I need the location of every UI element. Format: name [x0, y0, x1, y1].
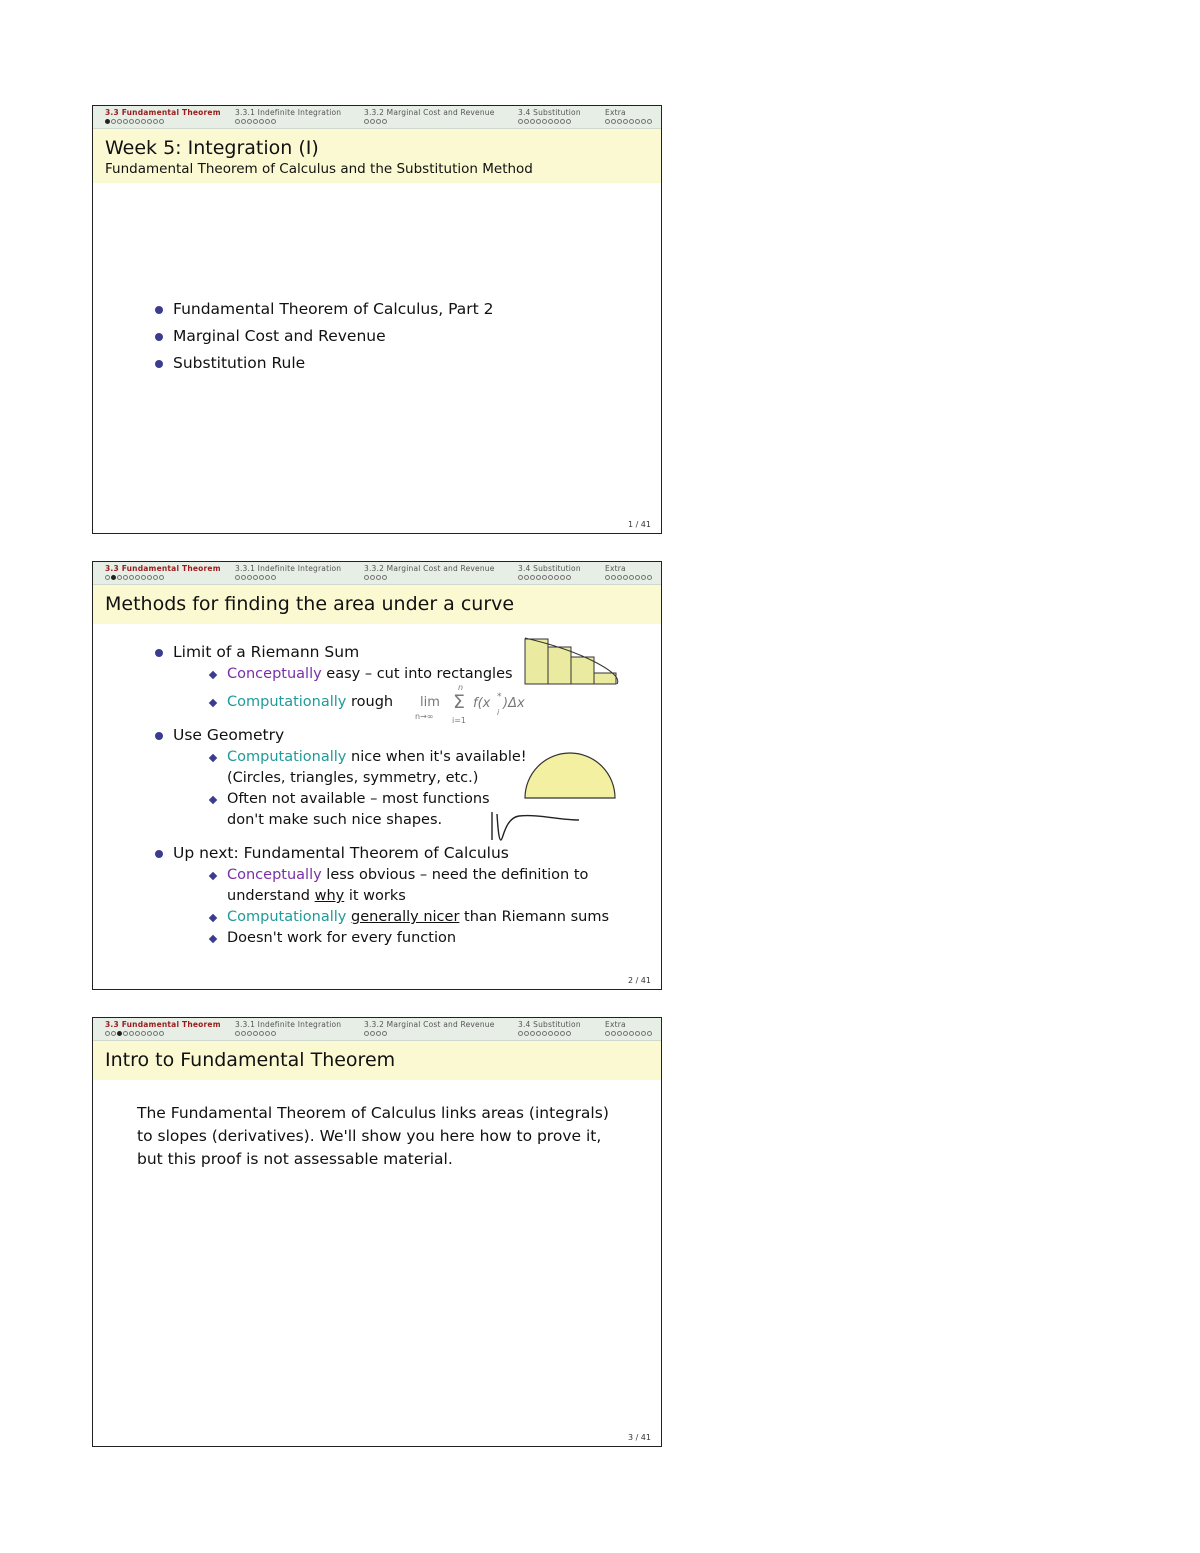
nav-section-marginal[interactable]: 3.3.2 Marginal Cost and Revenue [364, 108, 495, 117]
nav-dot[interactable] [117, 1031, 122, 1036]
underlined-generally-nicer: generally nicer [351, 909, 460, 925]
nav-section-extra[interactable]: Extra [605, 564, 626, 573]
nav-dot[interactable] [235, 1031, 240, 1036]
nav-dot[interactable] [247, 575, 252, 580]
nav-dot[interactable] [605, 1031, 610, 1036]
nav-dot[interactable] [153, 575, 158, 580]
underlined-why: why [314, 888, 345, 904]
nav-dot[interactable] [611, 1031, 616, 1036]
nav-dot[interactable] [235, 119, 240, 124]
nav-dot[interactable] [647, 1031, 652, 1036]
slide-3 [92, 1017, 662, 1447]
nav-dots-substitution [518, 1031, 571, 1037]
nav-dot[interactable] [129, 119, 134, 124]
nav-dot[interactable] [554, 575, 559, 580]
nav-dot[interactable] [265, 575, 270, 580]
nav-dot[interactable] [605, 575, 610, 580]
nav-dot[interactable] [141, 119, 146, 124]
nav-dots-fundamental [105, 1031, 164, 1037]
riemann-rect [525, 639, 548, 684]
sub-item [210, 928, 635, 949]
nav-dot[interactable] [623, 1031, 628, 1036]
intro-line: The Fundamental Theorem of Calculus links areas (integrals) [137, 1104, 609, 1122]
nav-dot[interactable] [147, 119, 152, 124]
bullet-text: Limit of a Riemann Sum [173, 643, 360, 661]
nav-dot[interactable] [111, 1031, 116, 1036]
title-bar [93, 129, 661, 183]
nav-dot[interactable] [629, 119, 634, 124]
nav-dot[interactable] [617, 1031, 622, 1036]
nav-dot[interactable] [123, 119, 128, 124]
nav-dot[interactable] [542, 1031, 547, 1036]
nav-dot[interactable] [111, 575, 116, 580]
nav-dot[interactable] [259, 1031, 264, 1036]
nav-dot[interactable] [647, 575, 652, 580]
nav-dot[interactable] [259, 575, 264, 580]
nav-dot[interactable] [105, 575, 110, 580]
nav-dot[interactable] [241, 1031, 246, 1036]
title-bar [93, 1041, 661, 1080]
intro-paragraph [137, 1102, 609, 1171]
sub-item-text: than Riemann sums [464, 909, 610, 925]
nav-section-indefinite[interactable]: 3.3.1 Indefinite Integration [235, 564, 342, 573]
nav-dots-marginal [364, 119, 387, 125]
slide-title: Intro to Fundamental Theorem [105, 1049, 396, 1071]
keyword-computationally: Computationally [227, 694, 347, 710]
nav-dot[interactable] [554, 1031, 559, 1036]
nav-section-substitution[interactable]: 3.4 Substitution [518, 564, 581, 573]
nav-section-marginal[interactable]: 3.3.2 Marginal Cost and Revenue [364, 1020, 495, 1029]
riemann-rectangles-figure [523, 636, 619, 686]
nav-dot[interactable] [548, 575, 553, 580]
nav-dot[interactable] [105, 1031, 110, 1036]
nav-dot[interactable] [241, 575, 246, 580]
sub-list [173, 865, 635, 949]
slide-title: Week 5: Integration (I) [105, 137, 319, 159]
nav-dot[interactable] [159, 119, 164, 124]
page-number: 2 / 41 [627, 976, 651, 985]
nav-dot[interactable] [647, 119, 652, 124]
formula-star: * [497, 692, 502, 702]
nav-dot[interactable] [259, 119, 264, 124]
outline-item: Substitution Rule [155, 353, 494, 373]
nav-dot[interactable] [117, 119, 122, 124]
nav-dot[interactable] [641, 1031, 646, 1036]
nav-dot[interactable] [554, 119, 559, 124]
nav-dot[interactable] [382, 119, 387, 124]
formula-lim: lim [420, 695, 440, 710]
nav-section-fundamental[interactable]: 3.3 Fundamental Theorem [105, 108, 221, 117]
nav-dot[interactable] [566, 119, 571, 124]
nav-dot[interactable] [560, 1031, 565, 1036]
nav-dot[interactable] [536, 1031, 541, 1036]
slide-1 [92, 105, 662, 534]
intro-line: to slopes (derivatives). We'll show you here how to prove it, [137, 1127, 602, 1145]
nav-dot[interactable] [518, 575, 523, 580]
nav-dot[interactable] [147, 575, 152, 580]
nav-dots-substitution [518, 119, 571, 125]
page-number: 3 / 41 [627, 1433, 651, 1442]
nav-dots-substitution [518, 575, 571, 581]
nav-dot[interactable] [123, 575, 128, 580]
nav-dot[interactable] [147, 1031, 152, 1036]
nav-dot[interactable] [635, 575, 640, 580]
nav-dot[interactable] [629, 1031, 634, 1036]
nav-dot[interactable] [635, 119, 640, 124]
nav-dot[interactable] [524, 119, 529, 124]
sub-item-text: nice when it's available! [351, 749, 527, 765]
nav-dot[interactable] [111, 119, 116, 124]
nav-dot[interactable] [241, 119, 246, 124]
bullet-text: Use Geometry [173, 726, 285, 744]
nav-dot[interactable] [364, 575, 369, 580]
nav-dot[interactable] [129, 575, 134, 580]
nav-dot[interactable] [530, 119, 535, 124]
keyword-computationally: Computationally [227, 909, 347, 925]
nav-dots-fundamental [105, 119, 164, 125]
nav-dot[interactable] [135, 119, 140, 124]
nav-dots-extra [605, 119, 652, 125]
section-nav [93, 1018, 661, 1041]
nav-dot[interactable] [530, 1031, 535, 1036]
nav-dots-extra [605, 575, 652, 581]
nav-dot[interactable] [265, 1031, 270, 1036]
nav-dot[interactable] [376, 119, 381, 124]
nav-dot[interactable] [265, 119, 270, 124]
nav-dot[interactable] [560, 575, 565, 580]
sub-item-text: rough [351, 694, 394, 710]
nav-dot[interactable] [117, 575, 122, 580]
bullet-fundamental-theorem [155, 843, 635, 949]
nav-dot[interactable] [141, 1031, 146, 1036]
nav-section-indefinite[interactable]: 3.3.1 Indefinite Integration [235, 108, 342, 117]
nav-dot[interactable] [271, 575, 276, 580]
sub-item-text: Doesn't work for every function [227, 930, 457, 946]
nav-dot[interactable] [382, 575, 387, 580]
riemann-rect [571, 657, 594, 684]
outline-item: Fundamental Theorem of Calculus, Part 2 [155, 299, 494, 319]
title-bar [93, 585, 661, 624]
nav-dots-extra [605, 1031, 652, 1037]
nav-dot[interactable] [560, 119, 565, 124]
formula-upper: n [458, 683, 464, 692]
nav-dot[interactable] [617, 119, 622, 124]
nav-dot[interactable] [617, 575, 622, 580]
sub-item-text: don't make such nice shapes. [227, 812, 443, 828]
nav-dot[interactable] [153, 1031, 158, 1036]
section-nav [93, 562, 661, 585]
outline-item: Marginal Cost and Revenue [155, 326, 494, 346]
nav-dot[interactable] [629, 575, 634, 580]
nav-dot[interactable] [382, 1031, 387, 1036]
nav-dot[interactable] [364, 119, 369, 124]
nav-dot[interactable] [135, 1031, 140, 1036]
slide-2 [92, 561, 662, 990]
nav-dot[interactable] [641, 575, 646, 580]
keyword-computationally: Computationally [227, 749, 347, 765]
nav-dot[interactable] [129, 1031, 134, 1036]
sub-item-text: easy – cut into rectangles [326, 666, 513, 682]
nav-dot[interactable] [376, 1031, 381, 1036]
nav-dot[interactable] [524, 575, 529, 580]
semicircle [525, 753, 615, 798]
section-nav [93, 106, 661, 129]
formula-lower: i=1 [452, 716, 467, 725]
nav-dot[interactable] [536, 575, 541, 580]
page-number: 1 / 41 [627, 520, 651, 529]
nav-dots-marginal [364, 1031, 387, 1037]
nav-dot[interactable] [542, 119, 547, 124]
nav-dot[interactable] [123, 1031, 128, 1036]
sub-item-text: understand [227, 888, 310, 904]
nav-dot[interactable] [159, 1031, 164, 1036]
nav-dot[interactable] [271, 119, 276, 124]
nav-dot[interactable] [536, 119, 541, 124]
nav-dot[interactable] [611, 575, 616, 580]
nav-section-substitution[interactable]: 3.4 Substitution [518, 1020, 581, 1029]
nav-dot[interactable] [364, 1031, 369, 1036]
nav-dot[interactable] [635, 1031, 640, 1036]
sub-item [210, 865, 635, 907]
slide-subtitle: Fundamental Theorem of Calculus and the Substitution Method [105, 161, 533, 177]
nav-dot[interactable] [566, 1031, 571, 1036]
nav-dot[interactable] [247, 119, 252, 124]
nav-section-extra[interactable]: Extra [605, 108, 626, 117]
formula-limit-sub: n→∞ [415, 712, 434, 721]
semicircle-figure [523, 750, 617, 800]
formula-sigma: Σ [453, 691, 466, 713]
nav-dot[interactable] [548, 1031, 553, 1036]
keyword-conceptually: Conceptually [227, 867, 322, 883]
nav-dot[interactable] [370, 1031, 375, 1036]
nav-section-fundamental[interactable]: 3.3 Fundamental Theorem [105, 1020, 221, 1029]
nav-dot[interactable] [641, 119, 646, 124]
outline-list [155, 299, 494, 373]
nav-dot[interactable] [135, 575, 140, 580]
nav-dot[interactable] [518, 1031, 523, 1036]
formula-index: i [497, 708, 500, 717]
sub-item-text: it works [348, 888, 406, 904]
nav-dot[interactable] [271, 1031, 276, 1036]
riemann-formula [415, 683, 545, 728]
nav-dot[interactable] [141, 575, 146, 580]
sub-item-text: less obvious – need the definition to [326, 867, 589, 883]
nav-dots-indefinite [235, 575, 276, 581]
nav-dot[interactable] [376, 575, 381, 580]
nav-dot[interactable] [159, 575, 164, 580]
nav-dot[interactable] [566, 575, 571, 580]
nav-dot[interactable] [524, 1031, 529, 1036]
nav-dot[interactable] [542, 575, 547, 580]
nav-dot[interactable] [105, 119, 110, 124]
nav-dot[interactable] [605, 119, 610, 124]
nav-dot[interactable] [370, 119, 375, 124]
nav-dot[interactable] [611, 119, 616, 124]
nav-dots-indefinite [235, 119, 276, 125]
nav-dot[interactable] [153, 119, 158, 124]
slide-title: Methods for finding the area under a curve [105, 593, 515, 615]
nav-section-substitution[interactable]: 3.4 Substitution [518, 108, 581, 117]
nav-dot[interactable] [518, 119, 523, 124]
nav-dot[interactable] [253, 1031, 258, 1036]
sub-item-text: Often not available – most functions [227, 791, 490, 807]
nav-dots-fundamental [105, 575, 164, 581]
sub-item-text: (Circles, triangles, symmetry, etc.) [227, 770, 479, 786]
irregular-curve-figure [489, 810, 581, 844]
nav-section-extra[interactable]: Extra [605, 1020, 626, 1029]
riemann-rect [594, 673, 616, 684]
nav-section-indefinite[interactable]: 3.3.1 Indefinite Integration [235, 1020, 342, 1029]
nav-dot[interactable] [253, 119, 258, 124]
nav-dot[interactable] [235, 575, 240, 580]
nav-dot[interactable] [623, 119, 628, 124]
nav-dot[interactable] [548, 119, 553, 124]
formula-tail: )Δx [503, 696, 525, 711]
nav-dot[interactable] [623, 575, 628, 580]
formula-body: f(x [473, 696, 491, 711]
keyword-conceptually: Conceptually [227, 666, 322, 682]
nav-dots-indefinite [235, 1031, 276, 1037]
nav-section-marginal[interactable]: 3.3.2 Marginal Cost and Revenue [364, 564, 495, 573]
nav-dot[interactable] [370, 575, 375, 580]
sub-item [210, 907, 635, 928]
nav-section-fundamental[interactable]: 3.3 Fundamental Theorem [105, 564, 221, 573]
irregular-curve [492, 812, 579, 840]
nav-dot[interactable] [253, 575, 258, 580]
riemann-rect [548, 647, 571, 684]
nav-dots-marginal [364, 575, 387, 581]
bullet-text: Up next: Fundamental Theorem of Calculus [173, 844, 509, 862]
intro-line: but this proof is not assessable material. [137, 1150, 453, 1168]
nav-dot[interactable] [247, 1031, 252, 1036]
nav-dot[interactable] [530, 575, 535, 580]
